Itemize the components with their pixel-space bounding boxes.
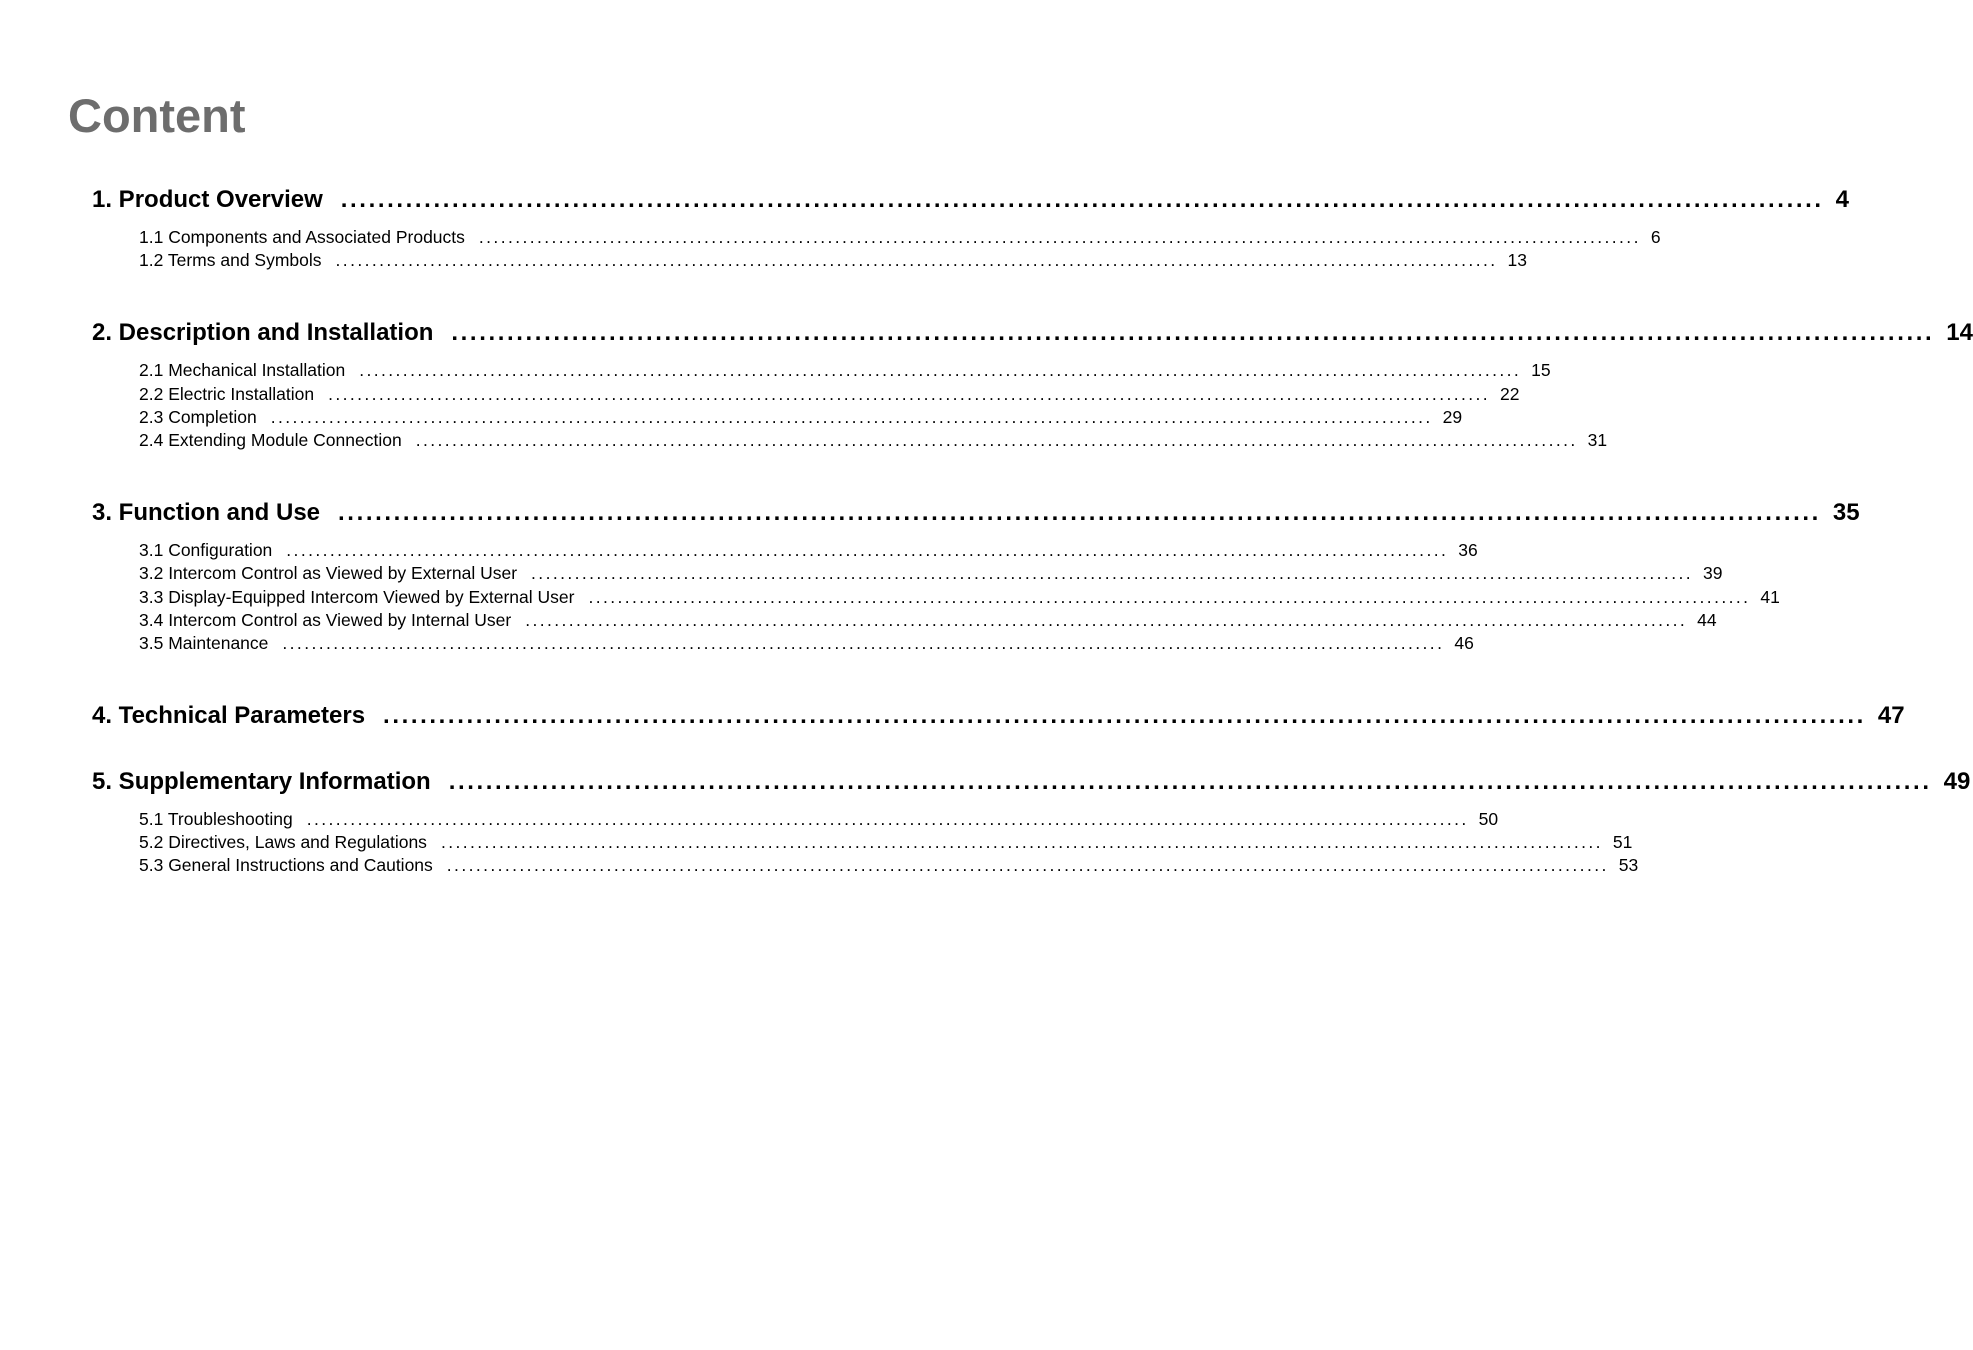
toc-subsection-label: 2.3 Completion [139,406,257,427]
toc-subsection-label: 3.1 Configuration [139,540,273,561]
toc-subsection-entry[interactable] [139,539,1478,562]
dot-leader: ................................................................................................................................................................ [340,186,1824,213]
toc-subsection-page: 29 [1442,406,1463,427]
toc-section [92,697,1905,763]
toc-subsection-page: 6 [1650,227,1661,247]
toc-subsection-entry[interactable] [139,632,1474,655]
toc-section [92,494,1860,697]
toc-subsection-entry[interactable] [139,609,1717,632]
dot-leader: ................................................................................................................................................................ [478,227,1641,247]
toc-subsection-entry[interactable] [139,359,1551,382]
toc-section-label: 4. Technical Parameters [92,702,366,730]
toc-subsection-label: 1.1 Components and Associated Products [139,227,465,247]
dot-leader: ................................................................................................................................................................ [525,609,1688,630]
page-title: Content [68,89,246,142]
dot-leader: ................................................................................................................................................................ [440,832,1603,853]
dot-leader: ................................................................................................................................................................ [338,499,1821,527]
toc-subsection-label: 3.5 Maintenance [139,632,269,653]
toc-subsection-label: 3.4 Intercom Control as Viewed by Internal User [139,609,512,630]
toc-subsection-page: 51 [1612,832,1633,853]
dot-leader: ................................................................................................................................................................ [415,429,1578,450]
toc-subsection-list [139,532,1780,655]
toc-subsection-label: 2.4 Extending Module Connection [139,429,402,450]
toc-subsection-label: 3.2 Intercom Control as Viewed by External User [139,563,518,584]
dot-leader: ................................................................................................................................................................ [359,360,1522,381]
toc-section-entry[interactable] [92,494,1860,532]
toc-subsection-label: 2.2 Electric Installation [139,383,315,404]
dot-leader: ................................................................................................................................................................ [328,383,1491,404]
toc-subsection-page: 15 [1531,360,1551,381]
dot-leader: ................................................................................................................................................................ [286,540,1449,561]
dot-leader: ................................................................................................................................................................ [270,406,1433,427]
toc-subsection-entry[interactable] [139,249,1527,272]
toc-subsection-label: 1.2 Terms and Symbols [139,250,322,271]
dot-leader: ................................................................................................................................................................ [448,768,1932,796]
toc-subsection-list [139,352,1608,452]
toc-subsection-page: 46 [1454,632,1474,653]
dot-leader: ................................................................................................................................................................ [446,855,1609,876]
dot-leader: ................................................................................................................................................................ [335,250,1498,271]
toc-subsection-page: 36 [1458,540,1478,561]
toc-section-page: 35 [1832,499,1860,527]
toc-section-label: 3. Function and Use [92,499,321,527]
toc-subsection-entry[interactable] [139,226,1661,249]
toc-section-page: 14 [1946,319,1973,347]
toc-section-label: 2. Description and Installation [92,319,434,347]
dot-leader: ................................................................................................................................................................ [531,563,1693,584]
toc-subsection-label: 5.1 Troubleshooting [139,809,293,830]
toc-section-entry[interactable] [92,314,1973,352]
toc-subsection-entry[interactable] [139,854,1639,877]
dot-leader: ................................................................................................................................................................ [451,319,1935,347]
dot-leader: ................................................................................................................................................................ [282,632,1445,653]
toc-subsection-page: 22 [1500,383,1520,404]
toc-section-page: 47 [1877,702,1905,730]
toc-section-label: 5. Supplementary Information [92,768,431,796]
toc-section-entry[interactable] [92,181,1849,219]
toc-section-label: 1. Product Overview [92,186,323,213]
toc-subsection-page: 39 [1702,563,1723,584]
toc-subsection-entry[interactable] [139,586,1780,609]
toc-subsection-label: 5.2 Directives, Laws and Regulations [139,832,427,853]
toc-section [92,181,1849,314]
toc-section-page: 4 [1835,186,1849,213]
dot-leader: ................................................................................................................................................................ [383,702,1866,730]
toc-subsection-page: 53 [1618,855,1639,876]
toc-subsection-label: 2.1 Mechanical Installation [139,360,346,381]
toc-subsection-label: 3.3 Display-Equipped Intercom Viewed by External User [139,586,575,607]
toc-subsection-entry[interactable] [139,808,1499,831]
toc-section-page: 49 [1943,768,1971,796]
dot-leader: ................................................................................................................................................................ [306,809,1469,830]
dot-leader: ................................................................................................................................................................ [588,586,1751,607]
toc-section [92,763,1971,878]
toc-section [92,314,1973,494]
toc-subsection-entry[interactable] [139,831,1633,854]
toc-subsection-entry[interactable] [139,406,1463,429]
toc-subsection-entry[interactable] [139,429,1608,452]
toc-section-entry[interactable] [92,763,1971,801]
toc-subsection-page: 31 [1587,429,1608,450]
toc-subsection-entry[interactable] [139,383,1520,406]
toc-subsection-page: 13 [1507,250,1527,271]
toc-subsection-list [139,219,1661,272]
table-of-contents [92,181,1973,878]
toc-subsection-list [139,801,1639,878]
toc-subsection-label: 5.3 General Instructions and Cautions [139,855,433,876]
toc-section-entry[interactable] [92,697,1905,735]
toc-subsection-page: 44 [1697,609,1717,630]
toc-subsection-entry[interactable] [139,562,1723,585]
toc-subsection-page: 41 [1760,586,1780,607]
toc-subsection-page: 50 [1478,809,1499,830]
